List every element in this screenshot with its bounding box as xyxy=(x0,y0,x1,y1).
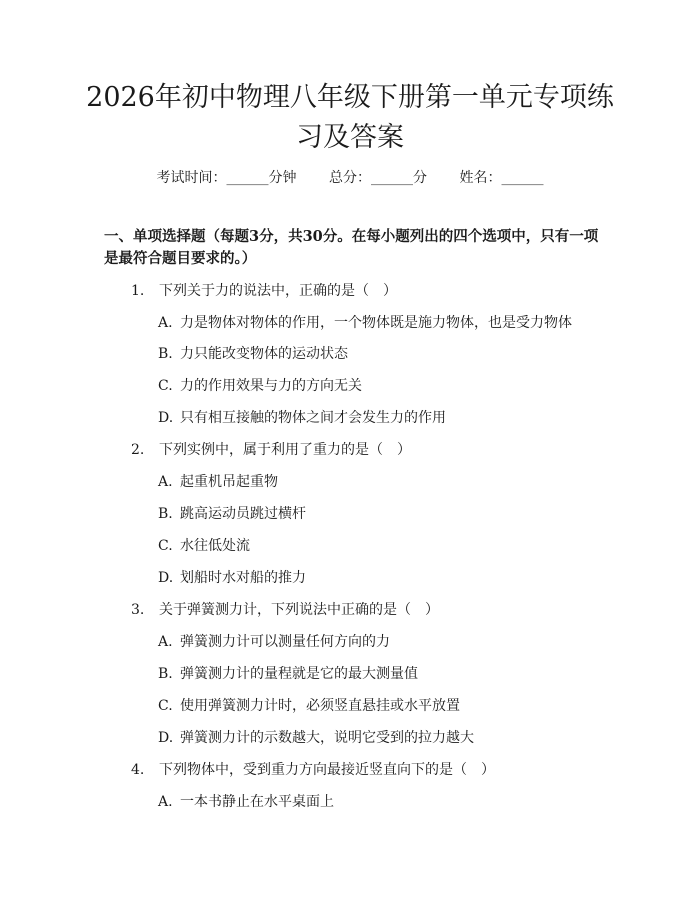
question-1 xyxy=(131,281,397,301)
option-letter: D. xyxy=(158,570,174,586)
question-3 xyxy=(131,600,439,620)
exam-time-field: 考试时间：______分钟 xyxy=(156,170,297,186)
option-letter: B. xyxy=(158,506,173,522)
option-text: 力只能改变物体的运动状态 xyxy=(180,346,348,362)
question-2-option-b xyxy=(158,504,306,524)
question-4-option-a xyxy=(158,792,334,812)
question-1-option-b xyxy=(158,344,348,364)
option-text: 跳高运动员跳过横杆 xyxy=(180,506,306,522)
option-text: 弹簧测力计的示数越大，说明它受到的拉力越大 xyxy=(180,730,474,746)
option-text: 弹簧测力计的量程就是它的最大测量值 xyxy=(180,666,418,682)
option-text: 起重机吊起重物 xyxy=(180,474,278,490)
option-text: 力是物体对物体的作用，一个物体既是施力物体，也是受力物体 xyxy=(180,315,572,331)
question-text: 关于弹簧测力计，下列说法中正确的是（ ） xyxy=(159,602,439,618)
document-title xyxy=(70,78,630,158)
question-number: 4. xyxy=(131,762,145,778)
option-text: 划船时水对船的推力 xyxy=(180,570,306,586)
option-text: 只有相互接触的物体之间才会发生力的作用 xyxy=(180,410,446,426)
question-3-option-c xyxy=(158,696,460,716)
exam-info-line xyxy=(0,168,700,188)
total-score-field: 总分：______分 xyxy=(329,170,427,186)
question-3-option-d xyxy=(158,728,474,748)
question-2-option-c xyxy=(158,536,250,556)
question-2-option-d xyxy=(158,568,306,588)
option-letter: D. xyxy=(158,410,174,426)
option-letter: A. xyxy=(158,315,173,331)
question-1-option-d xyxy=(158,408,446,428)
option-letter: D. xyxy=(158,730,174,746)
question-4 xyxy=(131,760,495,780)
option-letter: C. xyxy=(158,698,173,714)
option-letter: A. xyxy=(158,474,173,490)
question-1-option-c xyxy=(158,376,362,396)
question-number: 1. xyxy=(131,283,145,299)
section-heading: 一、单项选择题（每题3分，共30分。在每小题列出的四个选项中，只有一项是最符合题目要求的。） xyxy=(104,228,599,267)
question-text: 下列物体中，受到重力方向最接近竖直向下的是（ ） xyxy=(159,762,495,778)
question-2 xyxy=(131,440,411,460)
question-number: 3. xyxy=(131,602,145,618)
option-letter: A. xyxy=(158,634,173,650)
option-letter: C. xyxy=(158,378,173,394)
option-text: 力的作用效果与力的方向无关 xyxy=(180,378,362,394)
question-1-option-a xyxy=(158,313,572,333)
option-letter: C. xyxy=(158,538,173,554)
question-3-option-b xyxy=(158,664,418,684)
student-name-field: 姓名：______ xyxy=(459,170,544,186)
option-letter: B. xyxy=(158,666,173,682)
title-line-1: 2026年初中物理八年级下册第一单元专项练 xyxy=(86,82,614,113)
option-letter: B. xyxy=(158,346,173,362)
question-number: 2. xyxy=(131,442,145,458)
option-text: 一本书静止在水平桌面上 xyxy=(180,794,334,810)
option-letter: A. xyxy=(158,794,173,810)
question-3-option-a xyxy=(158,632,390,652)
question-text: 下列实例中，属于利用了重力的是（ ） xyxy=(159,442,411,458)
option-text: 水往低处流 xyxy=(180,538,250,554)
option-text: 使用弹簧测力计时，必须竖直悬挂或水平放置 xyxy=(180,698,460,714)
option-text: 弹簧测力计可以测量任何方向的力 xyxy=(180,634,390,650)
title-line-2: 习及答案 xyxy=(296,122,404,153)
question-text: 下列关于力的说法中，正确的是（ ） xyxy=(159,283,397,299)
question-2-option-a xyxy=(158,472,278,492)
